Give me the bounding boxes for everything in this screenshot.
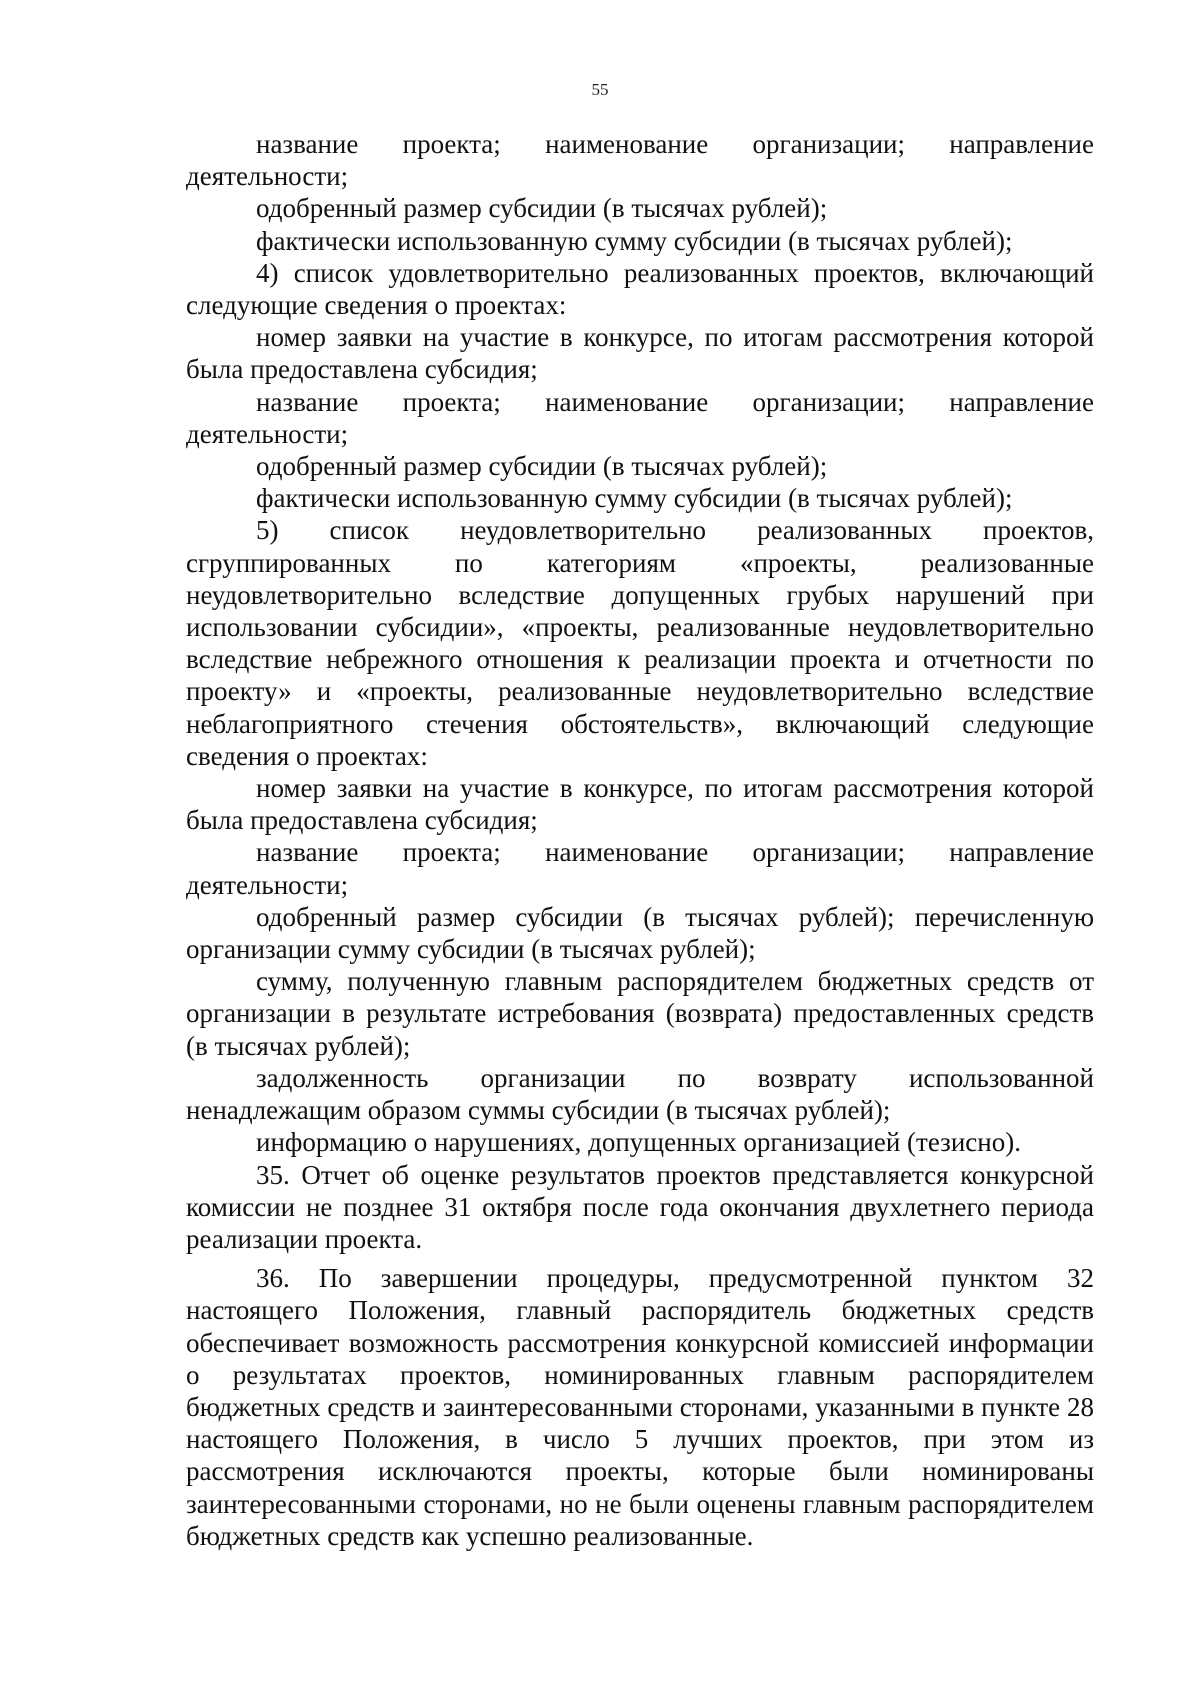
paragraph: одобренный размер субсидии (в тысячах рублей); перечисленную организации сумму субсидии (в тысячах рублей); [186,901,1094,965]
paragraph: информацию о нарушениях, допущенных организацией (тезисно). [256,1127,1021,1158]
paragraph: одобренный размер субсидии (в тысячах рублей); [256,451,828,482]
paragraph: 5) список неудовлетворительно реализованных проектов, сгруппированных по категориям «проекты, реализованные неудовлетворительно вследствие допущенных грубых нарушений при использовании субсидии», «проекты, реализованные неудовлетворительно вследствие небрежного отношения к реализации проекта и отчетности по проекту» и «проекты, реализованные неудовлетворительно вследствие неблагоприятного стечения обстоятельств», включающий следующие сведения о проектах: [186,515,1094,771]
paragraph: название проекта; наименование организации; направление деятельности; [186,386,1094,449]
paragraph: задолженность организации по возврату использованной ненадлежащим образом суммы субсидии (в тысячах рублей); [186,1062,1094,1126]
paragraph: название проекта; наименование организации; направление деятельности; [186,837,1094,900]
paragraph: фактически использованную сумму субсидии (в тысячах рублей); [256,483,1013,514]
paragraph: фактически использованную сумму субсидии (в тысячах рублей); [256,225,1013,256]
paragraph: номер заявки на участие в конкурсе, по итогам рассмотрения которой была предоставлена субсидия; [186,322,1094,385]
paragraph: номер заявки на участие в конкурсе, по итогам рассмотрения которой была предоставлена субсидия; [186,773,1094,836]
paragraph: сумму, полученную главным распорядителем бюджетных средств от организации в результате истребования (возврата) предоставленных средств (в тысячах рублей); [186,966,1094,1061]
paragraph: название проекта; наименование организации; направление деятельности; [186,129,1094,192]
paragraph: 35. Отчет об оценке результатов проектов представляется конкурсной комиссии не позднее 31 октября после года окончания двухлетнего периода реализации проекта. [186,1159,1094,1254]
paragraph: 36. По завершении процедуры, предусмотренной пунктом 32 настоящего Положения, главный распорядитель бюджетных средств обеспечивает возможность рассмотрения конкурсной комиссией информации о результатах проектов, номинированных главным распорядителем бюджетных средств и заинтересованными сторонами, указанными в пункте 28 настоящего Положения, в число 5 лучших проектов, при этом из рассмотрения исключаются проекты, которые были номинированы заинтересованными сторонами, но не были оценены главным распорядителем бюджетных средств как успешно реализованные. [186,1263,1094,1551]
paragraph: 4) список удовлетворительно реализованных проектов, включающий следующие сведения о проектах: [186,257,1094,321]
page-number: 55 [591,80,609,99]
paragraph: одобренный размер субсидии (в тысячах рублей); [256,193,828,224]
document-body [186,128,1094,1552]
